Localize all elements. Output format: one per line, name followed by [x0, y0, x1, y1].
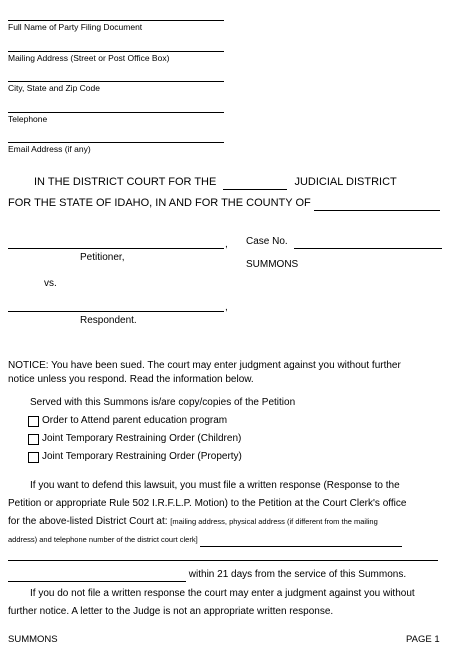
court-heading-line2 [8, 197, 440, 211]
full-name-caption: Full Name of Party Filing Document [8, 22, 143, 32]
joint-tro-property-checkbox[interactable] [28, 452, 39, 463]
city-state-zip-line[interactable] [8, 81, 224, 82]
court-heading-text-a: IN THE DISTRICT COURT FOR THE [34, 176, 217, 188]
joint-tro-property-label: Joint Temporary Restraining Order (Property) [42, 451, 242, 462]
vs-label: vs. [44, 278, 57, 289]
defend-line6-text: within 21 days from the service of this Summons. [188, 569, 407, 580]
clerk-address-blank-2[interactable] [8, 560, 438, 561]
case-number-label: Case No. [246, 236, 288, 247]
joint-tro-children-label: Joint Temporary Restraining Order (Children) [42, 433, 242, 444]
email-caption: Email Address (if any) [8, 144, 91, 154]
case-number-row [246, 236, 442, 249]
court-heading-text-b: JUDICIAL DISTRICT [294, 176, 397, 188]
case-number-blank[interactable] [294, 236, 442, 249]
notice-line2: notice unless you respond. Read the information below. [8, 374, 254, 385]
notice-line1: NOTICE: You have been sued. The court may enter judgment against you without further [8, 360, 401, 371]
defend-line1: If you want to defend this lawsuit, you must file a written response (Response to the [30, 480, 400, 491]
clerk-address-blank-1[interactable] [200, 534, 402, 547]
footer-right: PAGE 1 [406, 634, 440, 645]
defend-line4-bracket: address) and telephone number of the district court clerk] [8, 535, 198, 544]
clerk-address-blank-3[interactable] [8, 569, 186, 582]
email-line[interactable] [8, 142, 224, 143]
defend-line3-bracket: [mailing address, physical address (if different from the mailing [170, 517, 378, 526]
document-title: SUMMONS [246, 259, 299, 270]
mailing-address-line[interactable] [8, 51, 224, 52]
respondent-line[interactable] [8, 311, 224, 312]
joint-tro-children-checkbox[interactable] [28, 434, 39, 445]
order-parent-education-label: Order to Attend parent education program [42, 415, 228, 426]
mailing-address-caption: Mailing Address (Street or Post Office Box) [8, 53, 170, 63]
defend-line3 [8, 516, 378, 528]
default-line2: further notice. A letter to the Judge is not an appropriate written response. [8, 606, 334, 617]
defend-line2: Petition or appropriate Rule 502 I.R.F.L.P. Motion) to the Petition at the Court Clerk's office [8, 498, 407, 509]
city-state-zip-caption: City, State and Zip Code [8, 83, 100, 93]
petitioner-line[interactable] [8, 248, 224, 249]
respondent-label: Respondent. [80, 315, 137, 326]
court-heading-line1 [34, 176, 397, 190]
court-county-text: FOR THE STATE OF IDAHO, IN AND FOR THE COUNTY OF [8, 197, 311, 209]
full-name-line[interactable] [8, 20, 224, 21]
footer-left: SUMMONS [8, 634, 58, 645]
county-blank[interactable] [314, 197, 440, 211]
defend-line4 [8, 534, 402, 547]
judicial-district-blank[interactable] [223, 176, 287, 190]
default-line1: If you do not file a written response the court may enter a judgment against you without [30, 588, 415, 599]
defend-line3-text: for the above-listed District Court at: [8, 516, 168, 527]
telephone-caption: Telephone [8, 114, 48, 124]
served-intro: Served with this Summons is/are copy/copies of the Petition [30, 397, 296, 408]
comma-mark: , [225, 302, 228, 313]
order-parent-education-checkbox[interactable] [28, 416, 39, 427]
telephone-line[interactable] [8, 112, 224, 113]
defend-line6 [8, 569, 406, 582]
comma-mark: , [225, 239, 228, 250]
petitioner-label: Petitioner, [80, 252, 125, 263]
